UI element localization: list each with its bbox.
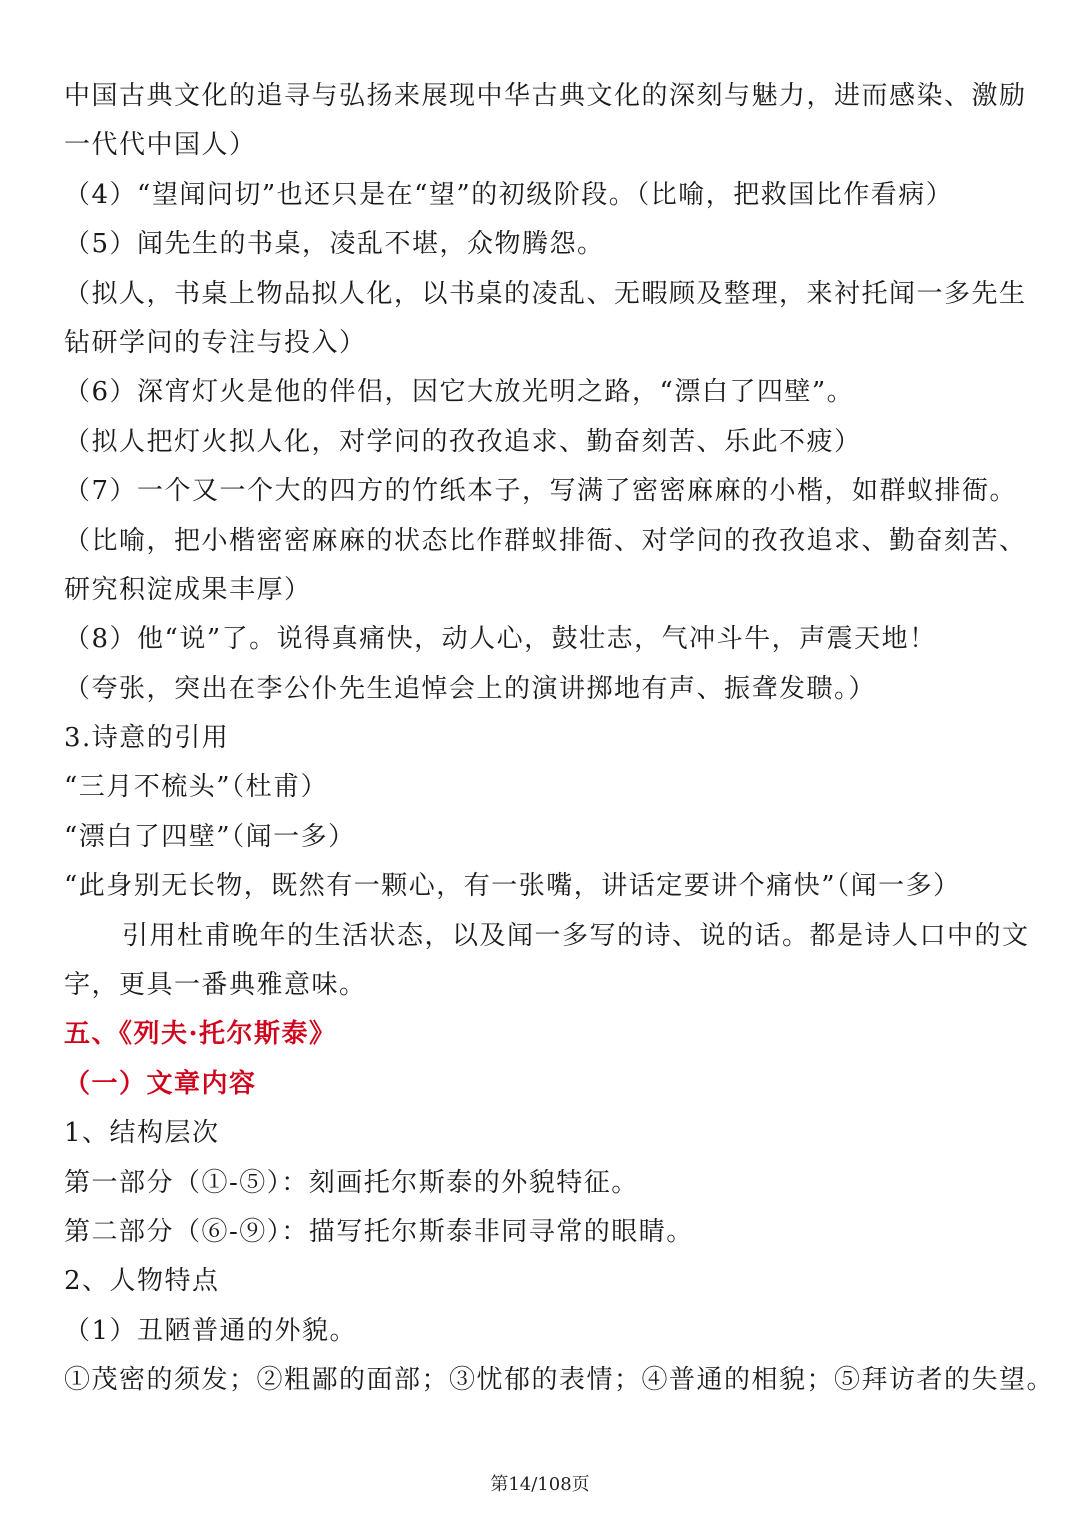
- quote-line: “漂白了四壁”（闻一多）: [64, 821, 356, 852]
- text-line: （7）一个又一个大的四方的竹纸本子，写满了密密麻麻的小楷，如群蚁排衙。: [64, 476, 1018, 507]
- subsection-heading: （一）文章内容: [64, 1068, 257, 1099]
- text-line: 中国古典文化的追寻与弘扬来展现中华古典文化的深刻与魅力，进而感染、激励: [64, 81, 1027, 111]
- paragraph-line: 字，更具一番典雅意味。: [64, 970, 367, 1001]
- text-line: （拟人把灯火拟人化，对学问的孜孜追求、勤奋刻苦、乐此不疲）: [64, 426, 862, 457]
- text-line: （比喻，把小楷密密麻麻的状态比作群蚁排衙、对学问的孜孜追求、勤奋刻苦、: [64, 525, 1027, 556]
- paragraph-line: 引用杜甫晚年的生活状态，以及闻一多写的诗、说的话。都是诗人口中的文: [122, 920, 1030, 951]
- item-heading: 1、结构层次: [64, 1118, 220, 1149]
- document-body: [64, 72, 1055, 1406]
- text-line: 研究积淀成果丰厚）: [64, 574, 312, 605]
- text-line: 第一部分（①-⑤）：刻画托尔斯泰的外貌特征。: [64, 1167, 639, 1198]
- section-subheading: 3.诗意的引用: [64, 723, 230, 754]
- section-heading: 五、《列夫·托尔斯泰》: [64, 1019, 337, 1050]
- quote-line: “三月不梳头”（杜甫）: [64, 772, 329, 803]
- text-line: ①茂密的须发；②粗鄙的面部；③忧郁的表情；④普通的相貌；⑤拜访者的失望。: [64, 1365, 1055, 1396]
- text-line: （8）他“说”了。说得真痛快，动人心，鼓壮志，气冲斗牛，声震天地！: [64, 624, 937, 655]
- text-line: （5）闻先生的书桌，凌乱不堪，众物腾怨。: [64, 229, 605, 260]
- text-line: 一代代中国人）: [64, 130, 257, 161]
- text-line: （拟人，书桌上物品拟人化，以书桌的凌乱、无暇顾及整理，来衬托闻一多先生: [64, 278, 1027, 309]
- quote-line: “此身别无长物，既然有一颗心，有一张嘴，讲话定要讲个痛快”（闻一多）: [64, 871, 961, 902]
- item-heading: 2、人物特点: [64, 1266, 220, 1297]
- text-line: （夸张，突出在李公仆先生追悼会上的演讲掷地有声、振聋发聩。）: [64, 673, 877, 704]
- text-line: （4）“望闻问切”也还只是在“望”的初级阶段。（比喻，把救国比作看病）: [64, 179, 954, 210]
- text-line: 第二部分（⑥-⑨）：描写托尔斯泰非同寻常的眼睛。: [64, 1216, 694, 1247]
- text-line: （1）丑陋普通的外貌。: [64, 1315, 358, 1346]
- text-line: （6）深宵灯火是他的伴侣，因它大放光明之路，“漂白了四壁”。: [64, 377, 855, 408]
- page-number: 第14/108页: [490, 1474, 590, 1495]
- text-line: 钻研学问的专注与投入）: [64, 327, 367, 358]
